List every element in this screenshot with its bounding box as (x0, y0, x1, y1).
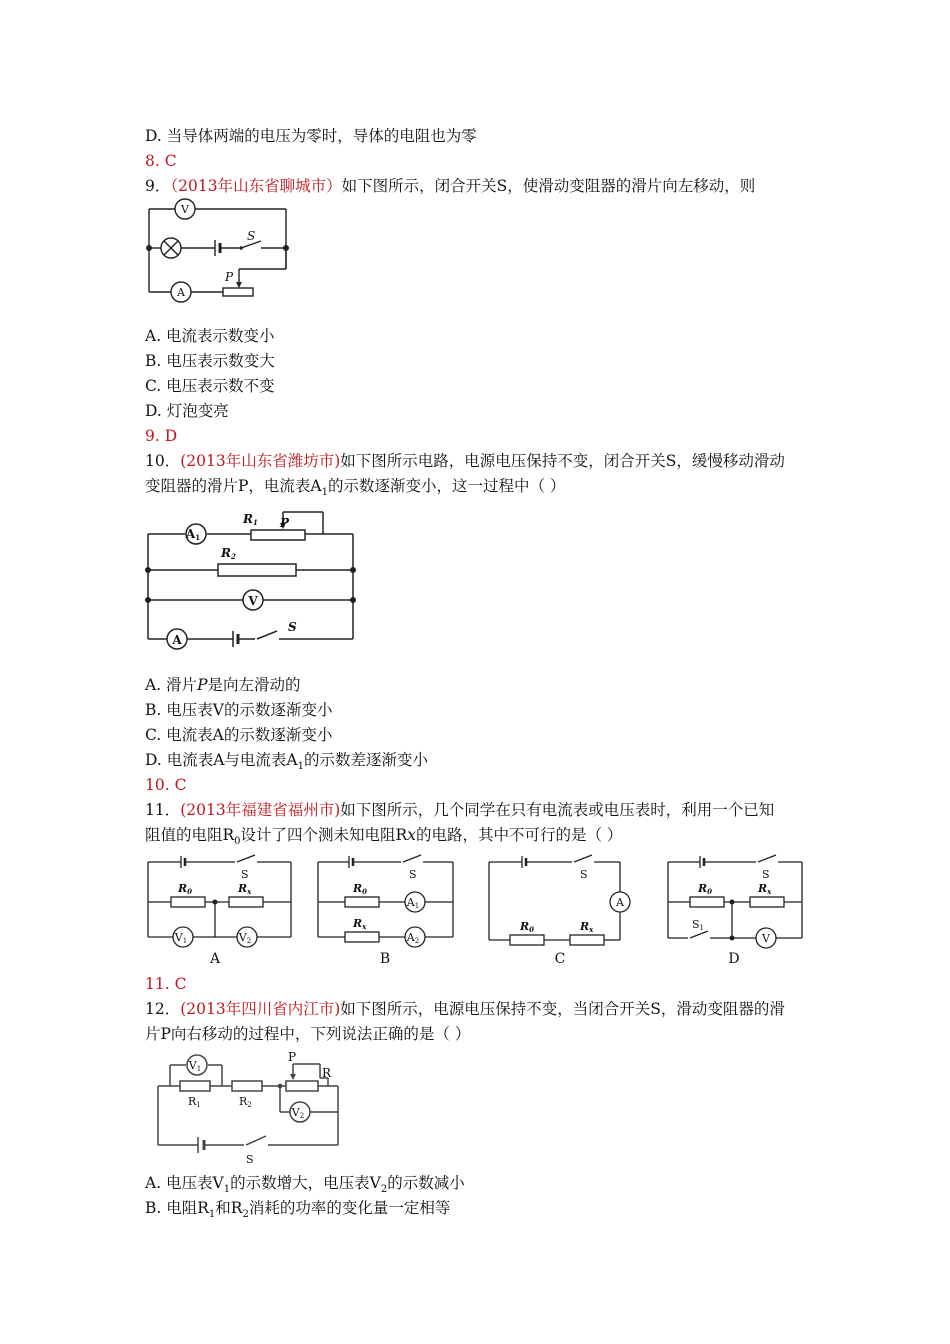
q11-circuit-d (664, 852, 812, 967)
q9-option-a: A. 电流表示数变小 (145, 327, 275, 345)
q9-number: 9． (145, 177, 171, 195)
q11-number: 11． (145, 801, 181, 819)
q12-stem-line2: 片P向右移动的过程中，下列说法正确的是（ ） (145, 1025, 471, 1043)
q9-option-c: C. 电压表示数不变 (145, 377, 275, 395)
q10-stem-line1 (145, 451, 785, 471)
q10-circuit-diagram (143, 505, 361, 645)
q11b-r0-label: R0 (353, 882, 368, 896)
q11c-rx-label: Rx (580, 920, 594, 934)
q11a-r0-label: R0 (178, 882, 193, 896)
q11d-r0-label: R0 (698, 882, 713, 896)
q12-r2-label: R2 (239, 1095, 252, 1109)
q11c-switch-label: S (580, 868, 588, 881)
q11-circuit-b (313, 852, 461, 967)
q12b-s1: 1 (208, 1209, 216, 1221)
q11-text1: 如下图所示，几个同学在只有电流表或电压表时，利用一个已知 (340, 801, 775, 819)
q9-option-b: B. 电压表示数变大 (145, 352, 275, 370)
q10-source: (2013年山东省潍坊市) (180, 452, 341, 470)
q11a-v2-label: V2 (238, 931, 252, 945)
q11b-a2-label: A2 (406, 931, 420, 945)
q9-voltmeter-label: V (181, 203, 189, 216)
q10-text2b: 的示数逐渐变小，这一过程中（ ） (328, 477, 566, 495)
q10d-sub: 1 (297, 761, 304, 773)
q12b-1: B. 电阻R (145, 1199, 209, 1217)
q10-stem-line2 (145, 476, 565, 503)
q10-number: 10． (145, 452, 181, 470)
q10d-pre: D. 电流表A与电流表A (145, 751, 298, 769)
q10-slider-label: P (280, 516, 290, 530)
q10-text2-sub: 1 (321, 487, 328, 499)
q12a-1: A. 电压表V (145, 1174, 224, 1192)
q10d-post: 的示数差逐渐变小 (304, 751, 429, 769)
q12-text1: 如下图所示，电源电压保持不变，当闭合开关S，滑动变阻器的滑 (340, 1000, 785, 1018)
q11c-caption: C (554, 951, 566, 967)
q11a-rx-label: Rx (238, 882, 252, 896)
q11-circuit-a (143, 852, 298, 967)
q11b-rx-label: Rx (353, 917, 367, 931)
q10a-pre: A. 滑片 (145, 676, 198, 694)
q11-stem-line2 (145, 825, 622, 852)
q12-r1-label: R1 (188, 1095, 201, 1109)
q9-stem (145, 176, 755, 196)
q8-option-d: D. 当导体两端的电压为零时，导体的电阻也为零 (145, 127, 477, 145)
q11a-v1-label: V1 (174, 931, 188, 945)
q11d-rx-label: Rx (758, 882, 772, 896)
q11-source: (2013年福建省福州市) (180, 801, 341, 819)
q12-rheostat-label: R (322, 1066, 332, 1080)
q11-text2a: 阻值的电阻R (145, 826, 235, 844)
q9-ammeter-label: A (177, 286, 185, 299)
q11d-caption: D (728, 951, 740, 967)
q12b-2: 和R (215, 1199, 243, 1217)
q10-ammeter1-label: A1 (185, 527, 201, 542)
q11d-s1-label: S1 (692, 918, 705, 932)
q9-slider-label: P (225, 270, 234, 284)
q10-ammeter-label: A (172, 633, 182, 647)
q11a-switch-label: S (241, 868, 249, 881)
q10-option-c: C. 电流表A的示数逐渐变小 (145, 726, 333, 744)
q12-number: 12． (145, 1000, 181, 1018)
q12-switch-label: S (246, 1153, 254, 1166)
q9-text: 如下图所示，闭合开关S，使滑动变阻器的滑片向左移动，则 (341, 177, 756, 195)
q11-text2c: 的电路，其中不可行的是（ ） (415, 826, 623, 844)
q11-text2b: 设计了四个测未知电阻R (240, 826, 408, 844)
q12-v1-label: V1 (188, 1059, 202, 1073)
q9-option-d: D. 灯泡变亮 (145, 402, 229, 420)
q12-circuit-diagram (150, 1050, 346, 1166)
q10-text1: 如下图所示电路，电源电压保持不变，闭合开关S，缓慢移动滑动 (340, 452, 785, 470)
q10-voltmeter-label: V (248, 594, 258, 608)
q11b-a1-label: A1 (406, 896, 420, 910)
q12-option-a (145, 1173, 465, 1200)
q12-slider-label: P (288, 1050, 297, 1064)
q12a-2: 的示数增大，电压表V (230, 1174, 381, 1192)
q10-text2a: 变阻器的滑片P，电流表A (145, 477, 322, 495)
q9-circuit-diagram (143, 198, 293, 300)
q12-stem-line1 (145, 999, 785, 1019)
q11-text2-sub: 0 (234, 836, 241, 848)
q11-answer: 11. C (145, 975, 187, 993)
q12-option-b (145, 1198, 450, 1225)
q11-text2-x: x (407, 826, 416, 844)
q9-source: （2013年山东省聊城市） (170, 177, 342, 195)
q9-answer: 9. D (145, 427, 178, 445)
q11d-voltmeter-label: V (762, 932, 770, 945)
q12-source: (2013年四川省内江市) (180, 1000, 341, 1018)
q11b-caption: B (379, 951, 391, 967)
q11c-ammeter-label: A (616, 896, 624, 909)
q10a-post: 是向左滑动的 (207, 676, 301, 694)
q10a-p: P (197, 676, 208, 694)
q10-switch-label: S (288, 620, 297, 634)
q12a-s1: 1 (223, 1184, 231, 1196)
q8-answer: 8. C (145, 152, 177, 170)
q10-r1-label: R1 (243, 512, 258, 527)
q11-stem-line1 (145, 800, 774, 820)
q12b-s2: 2 (242, 1209, 249, 1221)
q12-v2-label: V2 (291, 1106, 305, 1120)
q11d-switch-label: S (762, 868, 770, 881)
q9-switch-label: S (247, 229, 256, 243)
q10-option-b: B. 电压表V的示数逐渐变小 (145, 701, 333, 719)
q10-option-a (145, 675, 301, 695)
q12b-3: 消耗的功率的变化量一定相等 (248, 1199, 451, 1217)
q11a-caption: A (209, 951, 221, 967)
q10-option-d (145, 750, 428, 777)
q10-answer: 10. C (145, 776, 187, 794)
q10-r2-label: R2 (221, 546, 236, 561)
q11c-r0-label: R0 (520, 920, 535, 934)
q12a-3: 的示数减小 (387, 1174, 465, 1192)
q11-circuit-c (484, 852, 636, 967)
q11b-switch-label: S (409, 868, 417, 881)
q12a-s2: 2 (380, 1184, 388, 1196)
